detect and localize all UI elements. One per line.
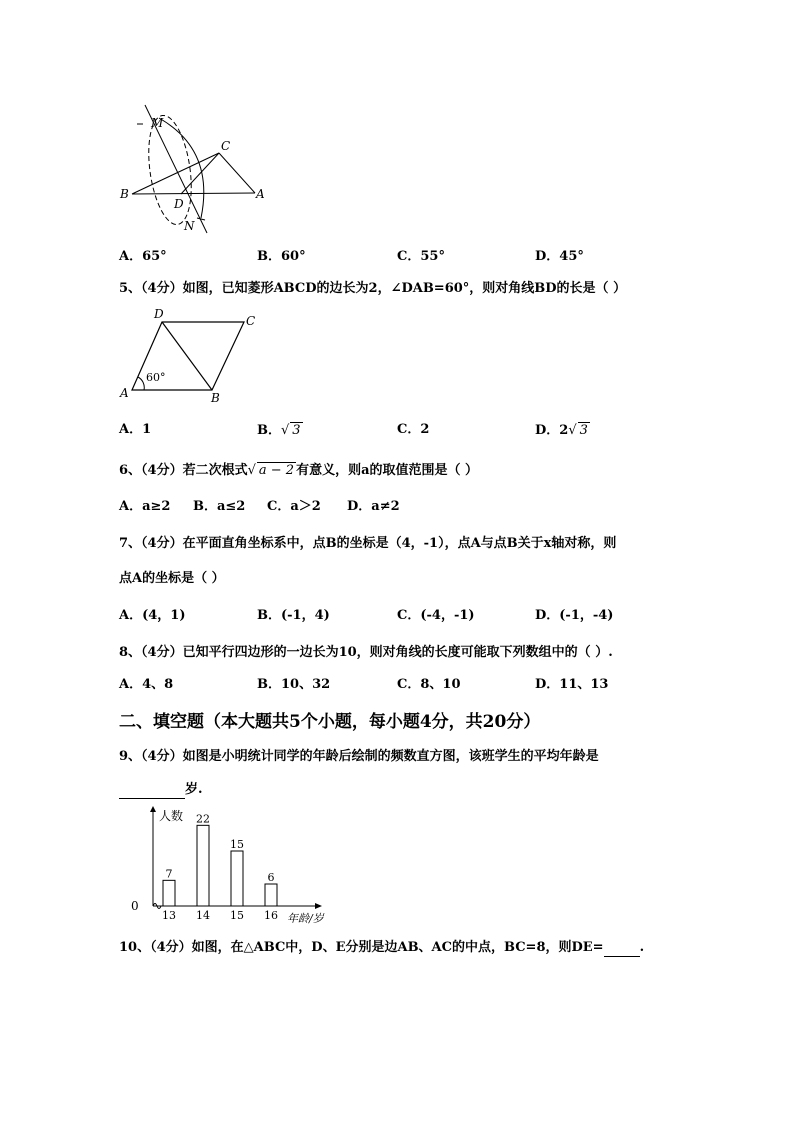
diagonal-bd bbox=[162, 322, 212, 390]
q5-option-d-radicand: 3 bbox=[579, 423, 588, 438]
q5-option-b-radicand: 3 bbox=[292, 423, 301, 438]
q7-question-line2: 点A的坐标是（ ） bbox=[119, 571, 225, 586]
bar-value-label: 22 bbox=[196, 812, 210, 826]
q10-answer-blank[interactable] bbox=[604, 940, 640, 957]
x-tick-label: 13 bbox=[162, 909, 176, 922]
bar-value-label: 6 bbox=[267, 871, 275, 884]
q6-option-c[interactable]: C．a＞2 bbox=[267, 499, 321, 514]
q4-figure bbox=[115, 100, 285, 240]
angle-arc bbox=[138, 377, 144, 390]
side-bc bbox=[132, 153, 219, 194]
segment-cd bbox=[181, 153, 219, 194]
x-axis-arrow bbox=[315, 903, 322, 909]
q10-text: 10、（4分）如图，在△ABC中，D、E分别是边AB、AC的中点，BC=8，则DE= bbox=[119, 940, 604, 955]
sqrt-symbol: √ bbox=[247, 463, 256, 478]
q5-rhombus-figure bbox=[115, 305, 265, 405]
q5-option-d-prefix: D．2 bbox=[535, 423, 569, 438]
bar-value-label: 7 bbox=[165, 867, 173, 881]
q6-question bbox=[119, 462, 478, 479]
histogram-bar bbox=[197, 825, 209, 906]
histogram-bar bbox=[163, 880, 175, 906]
x-tick-label: 14 bbox=[196, 909, 210, 922]
q7-question-line1: 7、（4分）在平面直角坐标系中，点B的坐标是（4，-1），点A与点B关于x轴对称，则 bbox=[119, 536, 617, 551]
label-c: C bbox=[246, 314, 256, 328]
q6-option-b[interactable]: B．a≤2 bbox=[193, 499, 246, 514]
q9-histogram bbox=[125, 806, 340, 926]
label-a: A bbox=[256, 187, 265, 201]
q7-option-d[interactable]: D．(-1，-4) bbox=[535, 608, 614, 623]
q8-option-b[interactable]: B．10、32 bbox=[257, 677, 331, 692]
label-b: B bbox=[211, 391, 220, 405]
q6-radicand: a − 2 bbox=[258, 463, 295, 478]
q9-answer-blank[interactable] bbox=[119, 782, 185, 799]
label-c: C bbox=[221, 139, 231, 153]
x-tick-label: 15 bbox=[230, 909, 244, 922]
x-axis-label: 年龄/岁 bbox=[287, 912, 324, 925]
q8-option-d[interactable]: D．11、13 bbox=[535, 677, 609, 692]
q5-option-a[interactable]: A．1 bbox=[119, 422, 152, 437]
q9-answer-line bbox=[119, 782, 203, 799]
bar-value-label: 15 bbox=[230, 838, 244, 851]
q4-option-a[interactable]: A．65° bbox=[119, 249, 167, 264]
q6-option-a[interactable]: A．a≥2 bbox=[119, 499, 171, 514]
y-axis-arrow bbox=[150, 806, 156, 812]
q5-option-b-prefix: B． bbox=[257, 423, 281, 438]
q5-option-c[interactable]: C．2 bbox=[397, 422, 430, 437]
side-ba bbox=[132, 193, 255, 194]
q8-option-a[interactable]: A．4、8 bbox=[119, 677, 174, 692]
side-ca bbox=[219, 153, 255, 193]
section-fill-in-title: 二、填空题（本大题共5个小题，每小题4分，共20分） bbox=[119, 712, 541, 732]
origin-label: 0 bbox=[131, 899, 139, 913]
label-d: D bbox=[154, 307, 164, 321]
q6-text-after: 有意义，则a的取值范围是（ ） bbox=[296, 463, 479, 478]
q10-question bbox=[119, 940, 644, 957]
q6-option-d[interactable]: D．a≠2 bbox=[347, 499, 400, 514]
q5-question: 5、（4分）如图，已知菱形ABCD的边长为2，∠DAB=60°，则对角线BD的长是（ ） bbox=[119, 281, 627, 296]
sqrt-symbol: √ bbox=[281, 423, 290, 438]
label-a: A bbox=[120, 386, 129, 400]
x-tick-label: 16 bbox=[264, 909, 278, 922]
label-m: M bbox=[151, 116, 164, 130]
q4-option-b[interactable]: B．60° bbox=[257, 249, 306, 264]
sqrt-symbol: √ bbox=[568, 423, 577, 438]
label-b: B bbox=[120, 187, 129, 201]
q7-option-a[interactable]: A．(4，1) bbox=[119, 608, 186, 623]
q9-suffix: 岁. bbox=[185, 782, 203, 797]
q10-suffix: . bbox=[639, 940, 645, 955]
q9-question: 9、（4分）如图是小明统计同学的年龄后绘制的频数直方图，该班学生的平均年龄是 bbox=[119, 749, 599, 764]
q7-option-c[interactable]: C．(-4，-1) bbox=[397, 608, 475, 623]
label-angle: 60° bbox=[146, 371, 166, 384]
q4-option-d[interactable]: D．45° bbox=[535, 249, 584, 264]
q8-question: 8、（4分）已知平行四边形的一边长为10，则对角线的长度可能取下列数组中的（ ）. bbox=[119, 645, 613, 660]
y-axis-label: 人数 bbox=[159, 809, 184, 823]
q9-chart-group bbox=[131, 806, 325, 925]
histogram-bar bbox=[265, 884, 277, 906]
label-d: D bbox=[174, 197, 184, 211]
q5-option-d[interactable] bbox=[535, 422, 590, 439]
histogram-bar bbox=[231, 851, 243, 906]
q7-option-b[interactable]: B．(-1，4) bbox=[257, 608, 330, 623]
q5-option-b[interactable] bbox=[257, 422, 303, 439]
label-n: N bbox=[184, 219, 195, 233]
q8-option-c[interactable]: C．8、10 bbox=[397, 677, 461, 692]
q6-text-before: 6、（4分）若二次根式 bbox=[119, 463, 248, 478]
q4-option-c[interactable]: C．55° bbox=[397, 249, 445, 264]
